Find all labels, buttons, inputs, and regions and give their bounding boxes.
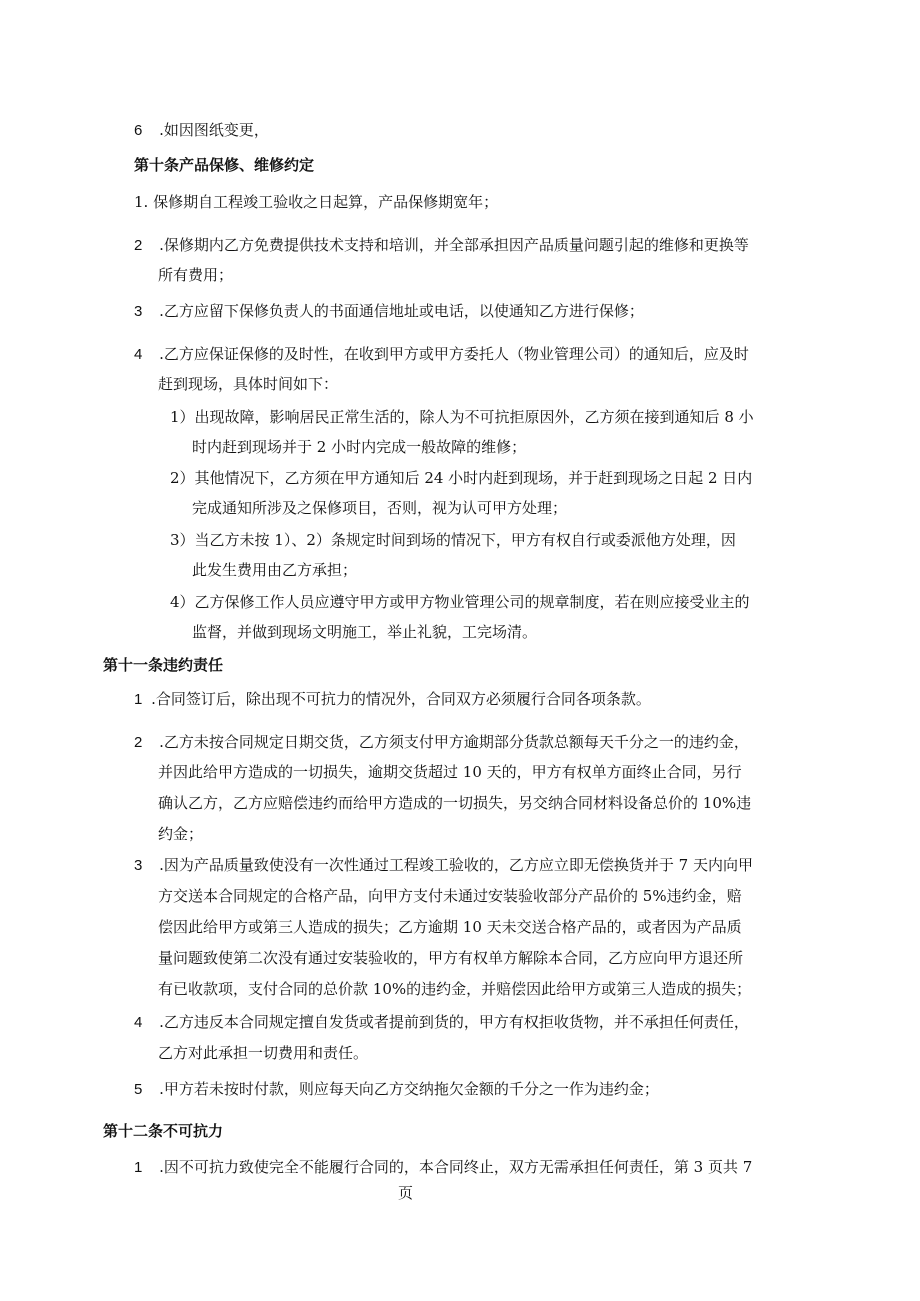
article-11-item-5 (134, 1079, 659, 1100)
item-number: 4 (134, 346, 143, 363)
item-number: 2 (134, 734, 143, 751)
item-text: .甲方若未按时付款，则应每天向乙方交纳拖欠金额的千分之一作为违约金； (159, 1080, 659, 1098)
article-10-sub-3-cont: 此发生费用由乙方承担； (192, 561, 358, 579)
article-11-item-2-line-2: 并因此给甲方造成的一切损失，逾期交货超过 10 天的，甲方有权单方面终止合同，另行 (158, 763, 742, 781)
article-10-item-1: 1. 保修期自工程竣工验收之日起算，产品保修期宽年； (134, 193, 499, 211)
article-11-item-4-cont: 乙方对此承担一切费用和责任。 (158, 1044, 369, 1062)
article-11-heading: 第十一条违约责任 (103, 656, 224, 674)
item-text-line-1: .保修期内乙方免费提供技术支持和培训，并全部承担因产品质量问题引起的维修和更换等 (159, 236, 749, 254)
item-number: 2 (134, 237, 143, 254)
article-10-heading: 第十条产品保修、维修约定 (134, 156, 315, 174)
article-11-item-2 (134, 732, 749, 753)
item-text-line-1: .乙方未按合同规定日期交货，乙方须支付甲方逾期部分货款总额每天千分之一的违约金， (159, 733, 749, 751)
article-11-item-4 (134, 1012, 749, 1033)
article-10-sub-3: 3）当乙方未按 1）、2）条规定时间到场的情况下，甲方有权自行或委派他方处理，因 (170, 531, 736, 549)
item-number: 3 (134, 857, 143, 874)
item-text: .合同签订后，除出现不可抗力的情况外，合同双方必须履行合同各项条款。 (151, 690, 651, 708)
article-10-item-4 (134, 344, 749, 365)
article-11-item-3 (134, 855, 753, 876)
article-11-item-3-line-2: 方交送本合同规定的合格产品，向甲方支付未通过安装验收部分产品价的 5%违约金，赔 (158, 887, 742, 905)
item-text: .乙方应留下保修负责人的书面通信地址或电话，以使通知乙方进行保修； (159, 302, 644, 320)
article-10-item-3 (134, 301, 644, 322)
item-number: 1 (134, 1159, 143, 1176)
article-10-sub-1-cont: 时内赶到现场并于 2 小时内完成一般故障的维修； (192, 438, 527, 456)
article-10-sub-2: 2）其他情况下，乙方须在甲方通知后 24 小时内赶到现场，并于赶到现场之日起 2 日内 (170, 469, 753, 487)
item-number: 5 (134, 1081, 143, 1098)
article-10-sub-2-cont: 完成通知所涉及之保修项目，否则，视为认可甲方处理； (192, 499, 568, 517)
item-text-line-1: .因不可抗力致使完全不能履行合同的，本合同终止，双方无需承担任何责任，第 3 页共 7 (159, 1158, 753, 1176)
item-text-line-1: .乙方应保证保修的及时性，在收到甲方或甲方委托人（物业管理公司）的通知后，应及时 (159, 345, 749, 363)
item-number: 6 (134, 122, 143, 139)
item-number: 1 (134, 691, 143, 708)
article-10-item-4-cont: 赶到现场，具体时间如下： (158, 375, 339, 393)
article-11-item-1 (134, 689, 651, 710)
item-text-line-1: .因为产品质量致使没有一次性通过工程竣工验收的，乙方应立即无偿换货并于 7 天内向甲 (159, 856, 753, 874)
item-6 (134, 120, 269, 141)
article-10-item-2-cont: 所有费用； (158, 266, 234, 284)
article-12-item-1 (134, 1157, 752, 1178)
article-11-item-3-line-5: 有已收款项，支付合同的总价款 10%的违约金，并赔偿因此给甲方或第三人造成的损失； (158, 980, 752, 998)
article-12-item-1-cont: 页 (398, 1184, 414, 1202)
article-11-item-3-line-3: 偿因此给甲方或第三人造成的损失；乙方逾期 10 天未交送合格产品的，或者因为产品质 (158, 918, 742, 936)
article-11-item-3-line-4: 量问题致使第二次没有通过安装验收的，甲方有权单方解除本合同，乙方应向甲方退还所 (158, 949, 744, 967)
article-10-sub-1: 1）出现故障，影响居民正常生活的，除人为不可抗拒原因外，乙方须在接到通知后 8 小 (170, 408, 754, 426)
article-11-item-2-line-4: 约金； (158, 825, 204, 843)
article-12-heading: 第十二条不可抗力 (103, 1122, 224, 1140)
article-10-sub-4: 4）乙方保修工作人员应遵守甲方或甲方物业管理公司的规章制度，若在则应接受业主的 (170, 593, 750, 611)
article-11-item-2-line-3: 确认乙方，乙方应赔偿违约而给甲方造成的一切损失，另交纳合同材料设备总价的 10%违 (158, 794, 752, 812)
item-text: .如因图纸变更， (159, 121, 269, 139)
item-number: 3 (134, 303, 143, 320)
item-number: 4 (134, 1014, 143, 1031)
article-10-item-2 (134, 235, 749, 256)
item-text-line-1: .乙方违反本合同规定擅自发货或者提前到货的，甲方有权拒收货物，并不承担任何责任， (159, 1013, 749, 1031)
article-10-sub-4-cont: 监督，并做到现场文明施工，举止礼貌，工完场清。 (192, 623, 538, 641)
